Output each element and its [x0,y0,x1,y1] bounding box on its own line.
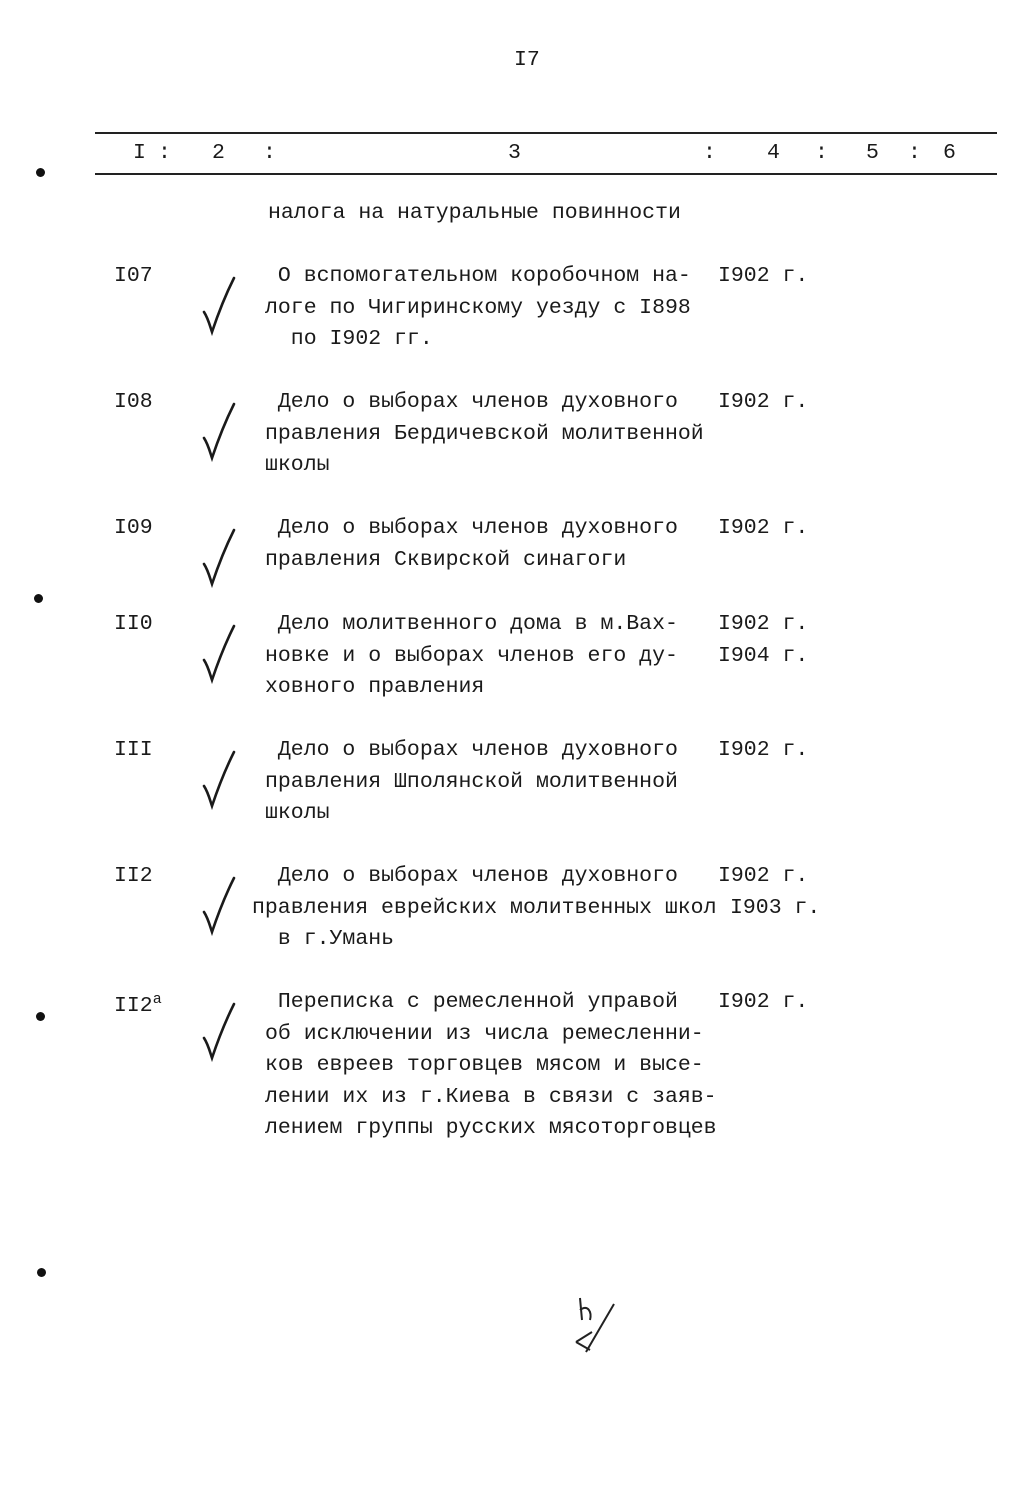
entry-text-line: Дело о выборах членов духовного [265,864,678,888]
entry-text-line: О вспомогательном коробочном на- [265,264,691,288]
entry-text-line: правления еврейских молитвенных школ [252,895,717,920]
entry-year: I902 г. [718,864,809,888]
entry-year: I902 г. [718,264,809,288]
entry-number-text: II2 [114,864,153,888]
entry-number [114,614,153,636]
punch-hole-mark [37,1268,46,1277]
entry-text-line: Дело о выборах членов духовного [265,738,678,762]
page-number: I7 [514,48,540,72]
entry-number-text: I07 [114,264,153,288]
header-col-5: 5 [866,141,879,165]
header-col-2: 2 [212,141,225,165]
punch-hole-mark [36,168,45,177]
header-col-6: 6 [943,141,956,165]
entry-year: I903 г. [730,895,821,920]
entry-text-line: Переписка с ремесленной управой [265,990,678,1014]
entry-number [114,866,153,888]
entry-year: I902 г. [718,738,809,762]
entry-text-line: ховного правления [265,675,485,699]
checkmark-icon [198,748,248,818]
entry-text-line: правления Сквирской синагоги [265,547,627,572]
entry-year: I902 г. [718,612,809,636]
entry-text-line: Дело о выборах членов духовного [265,390,678,414]
entry-text-line: Дело о выборах членов духовного [265,516,678,540]
entry-year: I902 г. [718,390,809,414]
header-sep: : [263,141,276,165]
entry-text-line: лением группы русских мясоторговцев [265,1116,717,1140]
header-top-rule [95,132,997,134]
entry-text-line: правления Шполянской молитвенной [265,769,678,794]
entry-text-line: логе по Чигиринскому уезду с I898 [265,295,691,320]
entry-text-line: школы [265,453,330,477]
checkmark-icon [198,526,248,596]
entry-number-text: II0 [114,612,153,636]
entry-text-line: правления Бердичевской молитвенной [265,421,704,446]
entry-text-line: новке и о выборах членов его ду- [265,643,678,668]
entry-number [114,740,153,762]
entry-number-text: III [114,738,153,762]
entry-text-line: Дело молитвенного дома в м.Вах- [265,612,678,636]
entry-year: I902 г. [718,516,809,540]
entry-text-line: об исключении из числа ремесленни- [265,1021,704,1046]
header-sep: : [815,141,828,165]
handwritten-signature [570,1290,625,1360]
punch-hole-mark [34,594,43,603]
entry-text-line: в г.Умань [265,927,395,951]
entry-text-line: лении их из г.Киева в связи с заяв- [265,1084,717,1109]
header-col-4: 4 [767,141,780,165]
entry-text-line: по I902 гг. [265,327,433,351]
checkmark-icon [198,622,248,692]
entry-number-text: II2 [114,994,153,1019]
entry-number [114,392,153,414]
entry-number-suffix: а [152,991,162,1008]
header-sep: : [703,141,716,165]
punch-hole-mark [36,1012,45,1021]
header-col-3: 3 [508,141,521,165]
entry-number-text: I09 [114,516,153,540]
entry-year: I902 г. [718,990,809,1014]
entry-number [114,518,153,540]
header-bottom-rule [95,173,997,175]
checkmark-icon [198,874,248,944]
header-col-1: I [133,141,146,165]
entry-number [114,266,153,288]
header-sep: : [158,141,171,165]
checkmark-icon [198,1000,248,1070]
continuation-line: налога на натуральные повинности [268,201,681,225]
entry-year: I904 г. [718,643,809,668]
header-sep: : [908,141,921,165]
entry-number-text: I08 [114,390,153,414]
entry-text-line: школы [265,801,330,825]
checkmark-icon [198,274,248,344]
entry-text-line: ков евреев торговцев мясом и высе- [265,1053,704,1077]
entry-number [114,992,162,1018]
checkmark-icon [198,400,248,470]
